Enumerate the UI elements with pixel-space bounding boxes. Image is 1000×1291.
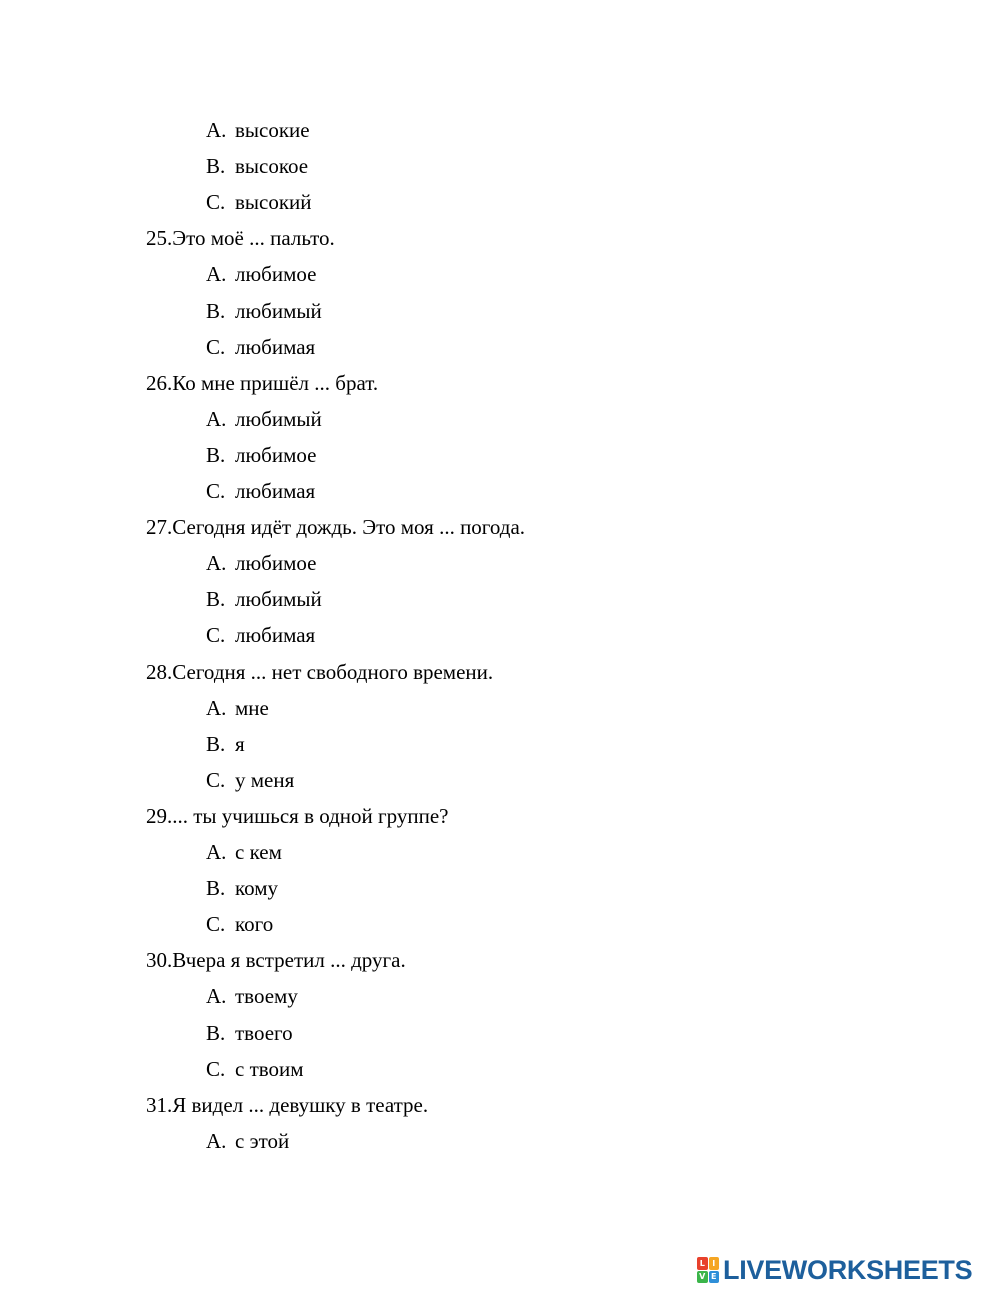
option-letter: A. [206,1129,227,1153]
option-text: любимое [235,262,317,286]
answer-option [206,117,310,143]
answer-option [206,189,312,215]
option-letter: C. [206,479,226,503]
answer-option [206,622,315,648]
option-text: кого [235,912,274,936]
question-text: 27.Сегодня идёт дождь. Это моя ... погода. [146,515,526,539]
option-text: любимое [235,551,317,575]
option-text: высокий [235,190,312,214]
option-letter: B. [206,876,226,900]
option-text: высокое [235,154,309,178]
option-letter: C. [206,190,226,214]
badge-letter: I [709,1257,720,1270]
option-text: любимая [235,335,316,359]
option-letter: A. [206,696,227,720]
answer-option [206,153,308,179]
option-text: с кем [235,840,282,864]
badge-letter: E [709,1271,720,1284]
option-text: с твоим [235,1057,304,1081]
answer-option [206,334,315,360]
answer-option [206,1020,293,1046]
option-text: твоему [235,984,298,1008]
option-letter: B. [206,299,226,323]
option-letter: C. [206,623,226,647]
option-letter: A. [206,551,227,575]
option-letter: C. [206,912,226,936]
option-letter: B. [206,154,226,178]
badge-letter: L [697,1257,708,1270]
answer-option [206,875,278,901]
answer-option [206,839,282,865]
badge-letter: V [697,1271,708,1284]
option-letter: B. [206,1021,226,1045]
answer-option [206,478,315,504]
option-letter: A. [206,262,227,286]
question-text: 26.Ко мне пришёл ... брат. [146,371,379,395]
option-text: высокие [235,118,310,142]
answer-option [206,261,316,287]
option-letter: B. [206,732,226,756]
option-text: у меня [235,768,295,792]
question-text: 25.Это моё ... пальто. [146,226,335,250]
option-text: любимая [235,479,316,503]
option-text: любимый [235,587,322,611]
question-text: 29.... ты учишься в одной группе? [146,804,449,828]
logo-text: LIVEWORKSHEETS [723,1254,973,1285]
answer-option [206,442,316,468]
option-letter: A. [206,407,227,431]
option-text: любимый [235,299,322,323]
option-letter: B. [206,587,226,611]
option-text: любимый [235,407,322,431]
question-text: 31.Я видел ... девушку в театре. [146,1093,429,1117]
option-letter: C. [206,1057,226,1081]
option-letter: A. [206,840,227,864]
answer-option [206,731,245,757]
option-text: твоего [235,1021,293,1045]
option-letter: A. [206,118,227,142]
option-letter: C. [206,335,226,359]
answer-option [206,1056,304,1082]
answer-option [206,911,273,937]
option-letter: A. [206,984,227,1008]
option-text: я [235,732,245,756]
answer-option [206,767,294,793]
option-letter: B. [206,443,226,467]
question-text: 28.Сегодня ... нет свободного времени. [146,660,494,684]
answer-option [206,1128,289,1154]
option-text: любимое [235,443,317,467]
answer-option [206,406,322,432]
option-text: мне [235,696,269,720]
option-text: с этой [235,1129,290,1153]
answer-option [206,586,322,612]
question-text: 30.Вчера я встретил ... друга. [146,948,406,972]
answer-option [206,983,298,1009]
option-text: кому [235,876,279,900]
answer-option [206,298,322,324]
live-badge-icon [697,1257,719,1283]
option-text: любимая [235,623,316,647]
liveworksheets-logo [697,1255,972,1285]
option-letter: C. [206,768,226,792]
answer-option [206,695,269,721]
answer-option [206,550,316,576]
